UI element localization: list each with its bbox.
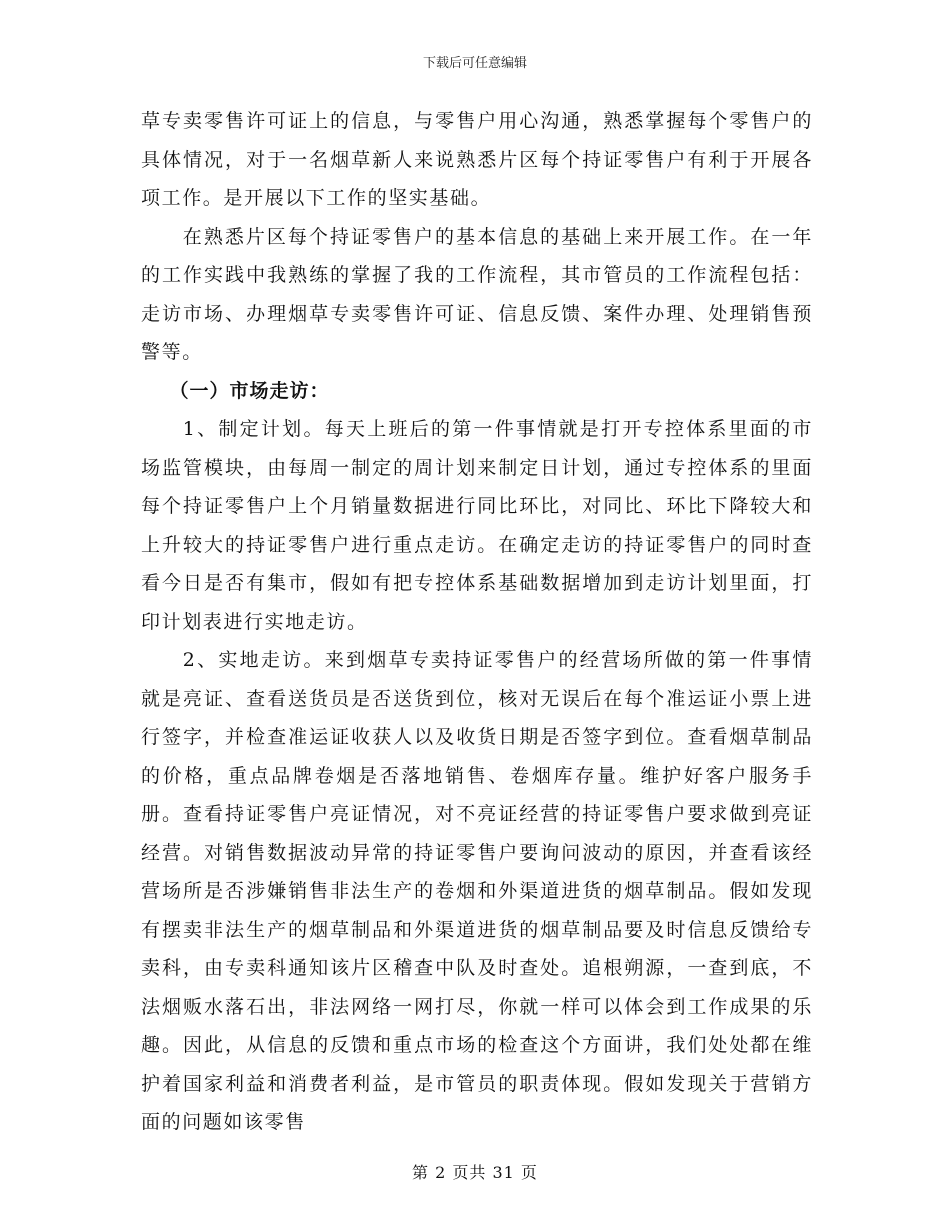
paragraph-make-plan: 1、制定计划。每天上班后的第一件事情就是打开专控体系里面的市场监管模块，由每周一制定的周计划来制定日计划，通过专控体系的里面每个持证零售户上个月销量数据进行同比环比，对同比、环比下降较大和上升较大的持证零售户进行重点走访。在确定走访的持证零售户的同时查看今日是否有集市，假如有把专控体系基础数据增加到走访计划里面，打印计划表进行实地走访。	[141, 418, 813, 633]
paragraph-continuation: 草专卖零售许可证上的信息，与零售户用心沟通，熟悉掌握每个零售户的具体情况，对于一名烟草新人来说熟悉片区每个持证零售户有利于开展各项工作。是开展以下工作的坚实基础。	[141, 110, 813, 209]
paragraph-field-visit: 2、实地走访。来到烟草专卖持证零售户的经营场所做的第一件事情就是亮证、查看送货员是否送货到位，核对无误后在每个准运证小票上进行签字，并检查准运证收获人以及收货日期是否签字到位。查看烟草制品的价格，重点品牌卷烟是否落地销售、卷烟库存量。维护好客户服务手册。查看持证零售户亮证情况，对不亮证经营的持证零售户要求做到亮证经营。对销售数据波动异常的持证零售户要询问波动的原因，并查看该经营场所是否涉嫌销售非法生产的卷烟和外渠道进货的烟草制品。假如发现有摆卖非法生产的烟草制品和外渠道进货的烟草制品要及时信息反馈给专卖科，由专卖科通知该片区稽查中队及时查处。追根朔源，一查到底，不法烟贩水落石出，非法网络一网打尽，你就一样可以体会到工作成果的乐趣。因此，从信息的反馈和重点市场的检查这个方面讲，我们处处都在维护着国家利益和消费者利益，是市管员的职责体现。假如发现关于营销方面的问题如该零售	[141, 649, 813, 1133]
document-body	[141, 102, 813, 1142]
section-heading-market-visit: （一）市场走访：	[169, 379, 330, 402]
page-header: 下载后可任意编辑	[422, 56, 527, 71]
paragraph-work-process: 在熟悉片区每个持证零售户的基本信息的基础上来开展工作。在一年的工作实践中我熟练的掌握了我的工作流程，其市管员的工作流程包括：走访市场、办理烟草专卖零售许可证、信息反馈、案件办理、处理销售预警等。	[141, 225, 813, 363]
page-number-footer: 第 2 页共 31 页	[412, 1163, 538, 1182]
